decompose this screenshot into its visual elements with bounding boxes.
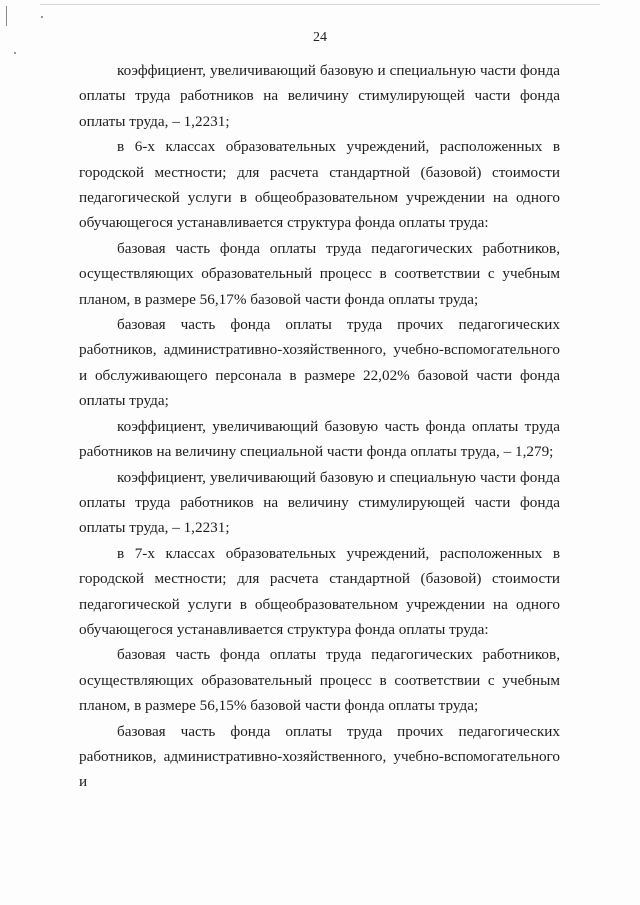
paragraph: коэффициент, увеличивающий базовую и специальную части фонда оплаты труда работников на величину стимулирующей части фонда оплаты труда, – 1,2231; xyxy=(79,468,560,537)
paragraph: базовая часть фонда оплаты труда прочих педагогических работников, административно-хозяйственного, учебно-вспомогательного и обслуживающего персонала в размере 22,02% базовой части фонда оплаты труда; xyxy=(79,316,560,410)
paragraph: в 7-х классах образовательных учреждений, расположенных в городской местности; для расчета стандартной (базовой) стоимости педагогической услуги в общеобразовательном учреждении на одного обучающегося устанавливается структура фонда оплаты труда: xyxy=(79,544,560,638)
paragraph: в 6-х классах образовательных учреждений, расположенных в городской местности; для расчета стандартной (базовой) стоимости педагогической услуги в общеобразовательном учреждении на одного обучающегося устанавливается структура фонда оплаты труда: xyxy=(79,138,560,232)
paragraph: базовая часть фонда оплаты труда педагогических работников, осуществляющих образовательный процесс в соответствии с учебным планом, в размере 56,17% базовой части фонда оплаты труда; xyxy=(79,239,560,308)
scan-top-edge xyxy=(40,4,600,5)
paragraph: коэффициент, увеличивающий базовую и специальную части фонда оплаты труда работников на величину стимулирующей части фонда оплаты труда, – 1,2231; xyxy=(79,62,560,130)
paragraph: базовая часть фонда оплаты труда педагогических работников, осуществляющих образовательный процесс в соответствии с учебным планом, в размере 56,15% базовой части фонда оплаты труда; xyxy=(79,646,560,715)
scan-edge-mark xyxy=(6,6,7,26)
document-body xyxy=(79,58,560,795)
scan-speck xyxy=(14,52,16,54)
paragraph: коэффициент, увеличивающий базовую часть фонда оплаты труда работников на величину специальной части фонда оплаты труда, – 1,279; xyxy=(79,417,560,461)
paragraph: базовая часть фонда оплаты труда прочих педагогических работников, административно-хозяйственного, учебно-вспомогательного и xyxy=(79,722,560,791)
scan-speck xyxy=(41,16,43,18)
page-number: 24 xyxy=(313,30,327,45)
